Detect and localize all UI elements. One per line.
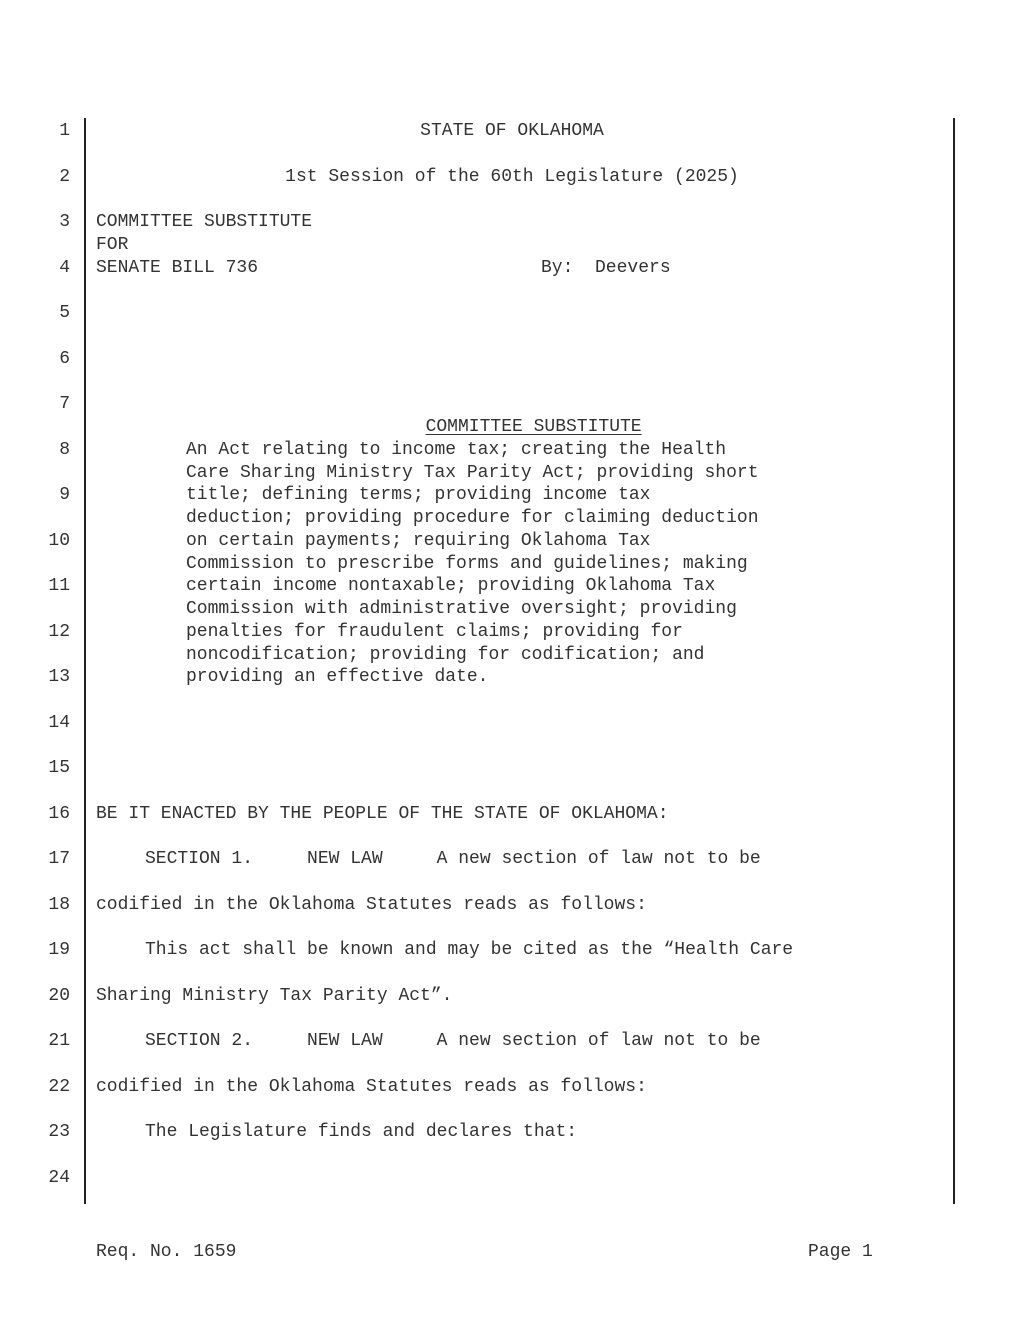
line-number: 11 xyxy=(48,576,70,596)
act-title-line: penalties for fraudulent claims; providing for xyxy=(186,622,683,642)
line-number: 9 xyxy=(59,485,70,505)
act-title-line: noncodification; providing for codification; and xyxy=(186,645,705,665)
line-number: 12 xyxy=(48,622,70,642)
line-number: 17 xyxy=(48,849,70,869)
session-heading: 1st Session of the 60th Legislature (2025) xyxy=(285,167,739,187)
request-number: Req. No. 1659 xyxy=(96,1242,237,1262)
line-number: 19 xyxy=(48,940,70,960)
section-2-text: The Legislature finds and declares that: xyxy=(145,1122,578,1142)
line-number: 1 xyxy=(59,121,70,141)
line-number: 18 xyxy=(48,895,70,915)
line-number: 23 xyxy=(48,1122,70,1142)
line-number: 6 xyxy=(59,349,70,369)
section-1-text: This act shall be known and may be cited as the “Health Care xyxy=(145,940,794,960)
line-number: 2 xyxy=(59,167,70,187)
committee-substitute-label: COMMITTEE SUBSTITUTE xyxy=(96,212,313,232)
act-title-line: Commission to prescribe forms and guidelines; making xyxy=(186,554,748,574)
act-title-line: certain income nontaxable; providing Oklahoma Tax xyxy=(186,576,716,596)
left-margin-rule xyxy=(84,118,86,1204)
bill-author: By: Deevers xyxy=(541,258,671,278)
section-2-heading: SECTION 2. NEW LAW A new section of law not to be xyxy=(145,1031,761,1051)
line-number: 4 xyxy=(59,258,70,278)
act-title-line: Care Sharing Ministry Tax Parity Act; providing short xyxy=(186,463,759,483)
line-number: 20 xyxy=(48,986,70,1006)
section-1-heading: SECTION 1. NEW LAW A new section of law not to be xyxy=(145,849,761,869)
section-1-continuation: codified in the Oklahoma Statutes reads as follows: xyxy=(96,895,647,915)
line-number: 16 xyxy=(48,804,70,824)
state-heading: STATE OF OKLAHOMA xyxy=(420,121,604,141)
act-title-line: providing an effective date. xyxy=(186,667,489,687)
line-number: 13 xyxy=(48,667,70,687)
line-number: 10 xyxy=(48,531,70,551)
bill-number: SENATE BILL 736 xyxy=(96,258,259,278)
line-number: 24 xyxy=(48,1168,70,1188)
line-number: 8 xyxy=(59,440,70,460)
title-heading-text: COMMITTEE SUBSTITUTE xyxy=(425,416,642,437)
line-number: 21 xyxy=(48,1031,70,1051)
line-number: 3 xyxy=(59,212,70,232)
line-number: 7 xyxy=(59,394,70,414)
right-margin-rule xyxy=(953,118,955,1204)
act-title-line: on certain payments; requiring Oklahoma Tax xyxy=(186,531,651,551)
section-2-continuation: codified in the Oklahoma Statutes reads as follows: xyxy=(96,1077,647,1097)
act-title-line: deduction; providing procedure for claiming deduction xyxy=(186,508,759,528)
act-title-line: Commission with administrative oversight; providing xyxy=(186,599,737,619)
enacting-clause: BE IT ENACTED BY THE PEOPLE OF THE STATE OF OKLAHOMA: xyxy=(96,804,669,824)
line-number: 14 xyxy=(48,713,70,733)
for-label: FOR xyxy=(96,235,129,255)
act-title-line: title; defining terms; providing income tax xyxy=(186,485,651,505)
section-1-text-cont: Sharing Ministry Tax Parity Act”. xyxy=(96,986,453,1006)
act-title-line: An Act relating to income tax; creating the Health xyxy=(186,440,727,460)
line-number: 5 xyxy=(59,303,70,323)
line-number: 22 xyxy=(48,1077,70,1097)
line-number: 15 xyxy=(48,758,70,778)
page-number: Page 1 xyxy=(808,1242,873,1262)
